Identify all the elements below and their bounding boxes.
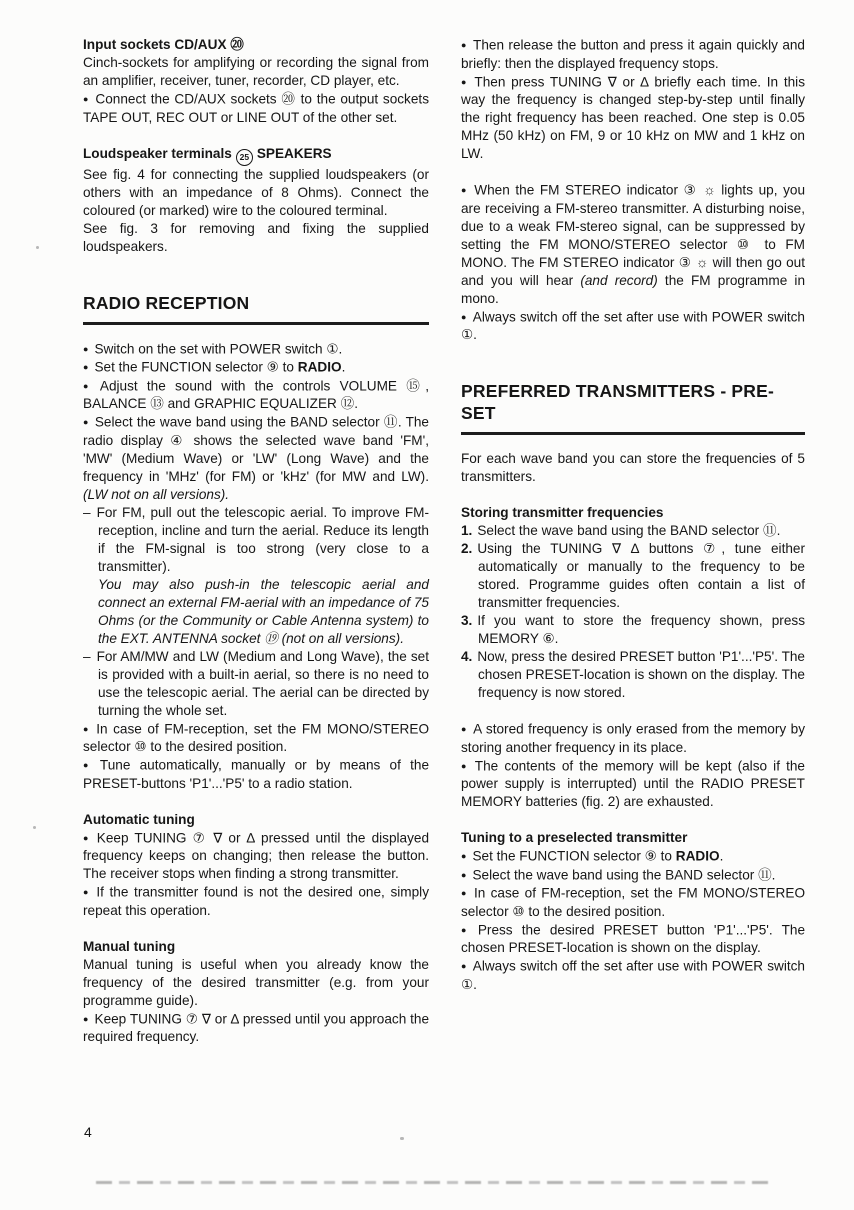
bullet-item	[461, 73, 805, 164]
bullet-marker: ●	[83, 417, 89, 427]
bullet-text: Always switch off the set after use with POWER switch ①.	[461, 309, 805, 342]
bullet-marker: ●	[461, 311, 467, 322]
scan-speck	[400, 1137, 404, 1140]
bullet-marker: ●	[461, 185, 469, 195]
scan-speck	[36, 246, 39, 249]
bullet-item	[461, 884, 805, 921]
bullet-text: Then release the button and press it again quickly and briefly: then the displayed frequency stops.	[461, 37, 805, 71]
subheading-text: Loudspeaker terminals	[83, 145, 232, 161]
section-loudspeaker-terminals	[83, 145, 429, 256]
bullet-text: Adjust the sound with the controls VOLUME ⑮, BALANCE ⑬ and GRAPHIC EQUALIZER ⑫.	[83, 378, 430, 411]
bullet-marker: ●	[461, 924, 472, 935]
numbered-item	[461, 612, 805, 648]
page-number: 4	[84, 1124, 92, 1140]
bullet-item	[461, 757, 805, 812]
section-subheading: Automatic tuning	[83, 811, 195, 827]
bullet-marker: ●	[461, 851, 467, 861]
bullet-text: Keep TUNING ⑦ ∇ or ∆ pressed until you approach the required frequency.	[83, 1011, 430, 1044]
bullet-marker: ●	[83, 362, 89, 372]
bullet-item	[83, 358, 429, 377]
bullet-text: A stored frequency is only erased from the memory by storing another frequency in its place.	[461, 721, 806, 755]
dash-text: For AM/MW and LW (Medium and Long Wave), the set is provided with a built-in aerial, so there is no need to use the telescopic aerial. The aerial can be directed by turning the whole set.	[96, 648, 429, 718]
bullet-item	[83, 1010, 429, 1047]
bullet-text-bold: RADIO	[675, 848, 720, 864]
section-heading-rule	[83, 292, 429, 325]
bullet-marker: ●	[83, 723, 91, 734]
bullet-item	[461, 181, 805, 308]
bullet-text: In case of FM-reception, set the FM MONO/STEREO selector ⑩ to the desired position.	[83, 721, 430, 754]
section-subheading: Manual tuning	[83, 938, 176, 954]
bullet-item	[461, 866, 805, 885]
bullet-text: The contents of the memory will be kept (also if the power supply is interrupted) until the RADIO PRESET MEMORY batteries (fig. 2) are exhausted.	[461, 758, 805, 809]
bullet-item	[461, 720, 805, 757]
bullet-text-italic: (LW not on all versions).	[83, 486, 230, 502]
paragraph: For each wave band you can store the frequencies of 5 transmitters.	[461, 451, 805, 484]
bullet-text-italic: (and record)	[580, 272, 658, 288]
numbered-text: Select the wave band using the BAND selector ⑪.	[477, 523, 781, 538]
section-storing-frequencies	[461, 504, 805, 811]
section-manual-tuning	[83, 938, 429, 1047]
bullet-item	[461, 36, 805, 73]
bullet-item	[83, 720, 429, 757]
two-column-layout	[83, 36, 805, 1046]
bullet-text: When the FM STEREO indicator ③ ☼ lights up, you are receiving a FM-stereo transmitter. A disturbing noise, due to a weak FM-stereo signal, can be suppressed by setting the FM MONO/STEREO selector ⑩ to FM MONO. The FM STEREO indicator ③ ☼ will then go out and you will hear	[461, 182, 806, 288]
item-number: 3.	[461, 613, 473, 628]
bullet-marker: ●	[461, 76, 469, 87]
item-number: 2.	[461, 541, 473, 556]
bullet-marker: ●	[83, 832, 91, 843]
paragraph: See fig. 3 for removing and fixing the supplied loudspeakers.	[83, 220, 429, 254]
section-heading: RADIO RECEPTION	[83, 292, 250, 313]
paragraph: See fig. 4 for connecting the supplied loudspeakers (or others with an impedance of 8 Ohms). Connect the coloured (or marked) wire to the coloured terminal.	[83, 166, 429, 218]
bullet-text: the FM programme in mono.	[461, 272, 806, 306]
paragraph: Manual tuning is useful when you already know the frequency of the desired transmitter (e.g. from your programme guide).	[83, 956, 429, 1008]
circled-number-icon: 25	[236, 149, 253, 166]
bullet-marker: ●	[83, 1013, 89, 1024]
numbered-text: If you want to store the frequency shown, press MEMORY ⑥.	[477, 613, 805, 646]
subheading-text: SPEAKERS	[256, 145, 332, 161]
item-number: 4.	[461, 649, 473, 664]
bullet-marker: ●	[461, 760, 469, 771]
bullet-marker: ●	[83, 380, 94, 391]
bullet-item	[83, 756, 429, 793]
bullet-text: In case of FM-reception, set the FM MONO/STEREO selector ⑩ to the desired position.	[461, 885, 806, 919]
bullet-marker: ●	[461, 961, 467, 971]
bullet-text: Select the wave band using the BAND selector ⑪.	[472, 867, 776, 882]
bullet-item	[83, 340, 429, 359]
scan-artifact-line	[96, 1181, 772, 1184]
italic-note: You may also push-in the telescopic aerial and connect an external FM-aerial with an impedance of 75 Ohms (or the Community or Cable Antenna system) to the EXT. ANTENNA socket ⑲ (not on all versions).	[98, 576, 429, 646]
bullet-text: Tune automatically, manually or by means of the PRESET-buttons 'P1'...'P5' to a radio station.	[83, 757, 430, 791]
numbered-text: Using the TUNING ∇ ∆ buttons ⑦, tune either automatically or manually to the frequency to be stored. Programme guides often contain a list of transmitter frequencies.	[477, 541, 805, 610]
bullet-item	[461, 308, 805, 345]
bullet-text: Connect the CD/AUX sockets ⑳ to the output sockets TAPE OUT, REC OUT or LINE OUT of the other set.	[83, 91, 429, 125]
bullet-item	[83, 377, 429, 414]
section-subheading	[83, 145, 429, 166]
numbered-text: Now, press the desired PRESET button 'P1'...'P5'. The chosen PRESET-location is shown on the display. The frequency is now stored.	[477, 649, 805, 700]
right-column	[461, 36, 805, 994]
bullet-marker: ●	[461, 40, 468, 50]
bullet-text: Then press TUNING ∇ or ∆ briefly each time. In this way the frequency is changed step-by-step until finally the right frequency has been reached. One step is 0.05 MHz (50 kHz) on FM, 9 or 10 kHz on MW and 1 kHz on LW.	[461, 74, 806, 161]
bullet-item	[461, 847, 805, 866]
scan-speck	[33, 826, 36, 829]
bullet-text: If the transmitter found is not the desired one, simply repeat this operation.	[83, 884, 429, 918]
bullet-item	[83, 413, 429, 504]
paragraph: Cinch-sockets for amplifying or recording the signal from an amplifier, receiver, tuner, recorder, CD player, etc.	[83, 55, 429, 88]
numbered-item	[461, 540, 805, 612]
bullet-text: Always switch off the set after use with POWER switch ①.	[461, 958, 805, 992]
bullet-item	[83, 90, 429, 127]
bullet-text: .	[719, 848, 724, 864]
bullet-marker: ●	[83, 760, 94, 770]
item-number: 1.	[461, 523, 473, 538]
bullet-item	[461, 957, 805, 994]
bullet-marker: ●	[461, 724, 468, 734]
bullet-text: Press the desired PRESET button 'P1'...'P5'. The chosen PRESET-location is shown on the display.	[461, 922, 806, 955]
section-preselected-transmitter	[461, 829, 805, 994]
bullet-text: Set the FUNCTION selector ⑨ to	[472, 848, 676, 864]
section-subheading: Storing transmitter frequencies	[461, 505, 664, 520]
section-automatic-tuning	[83, 811, 429, 920]
dash-item	[83, 648, 429, 720]
bullet-marker: ●	[83, 887, 91, 897]
bullet-marker: ●	[461, 869, 467, 880]
dash-marker: –	[83, 504, 91, 520]
section-radio-reception	[83, 292, 429, 793]
section-subheading: Input sockets CD/AUX ⑳	[83, 37, 244, 52]
section-tuning-continued	[461, 36, 805, 344]
bullet-text: Switch on the set with POWER switch ①.	[94, 341, 343, 356]
bullet-item	[461, 921, 805, 958]
left-column	[83, 36, 429, 1046]
bullet-text: Select the wave band using the BAND selector ⑪. The radio display ④ shows the selected wave band 'FM', 'MW' (Medium Wave) or 'LW' (Long Wave) and the frequency in 'MHz' (for FM) or 'kHz' (for MW and LW).	[83, 414, 429, 484]
section-subheading: Tuning to a preselected transmitter	[461, 830, 688, 845]
dash-marker: –	[83, 648, 91, 664]
section-heading: PREFERRED TRANSMITTERS - PRE-SET	[461, 381, 775, 423]
section-preferred-transmitters	[461, 380, 805, 486]
numbered-item	[461, 648, 805, 702]
bullet-text-bold: RADIO	[297, 359, 342, 375]
bullet-text: Set the FUNCTION selector ⑨ to	[94, 359, 298, 375]
numbered-item	[461, 522, 805, 540]
bullet-marker: ●	[83, 343, 89, 354]
bullet-text: Keep TUNING ⑦ ∇ or ∆ pressed until the displayed frequency keeps on changing; then release the button. The receiver stops when finding a strong transmitter.	[83, 830, 430, 881]
section-input-sockets	[83, 36, 429, 127]
bullet-marker: ●	[83, 94, 90, 104]
bullet-item	[83, 829, 429, 884]
bullet-text: .	[341, 359, 346, 375]
dash-text: For FM, pull out the telescopic aerial. To improve FM-reception, incline and turn the aerial. Reduce its length if the FM-signal is too strong (very close to a transmitter).	[96, 504, 429, 574]
section-heading-rule	[461, 380, 805, 435]
bullet-item	[83, 883, 429, 920]
dash-item	[83, 504, 429, 576]
bullet-marker: ●	[461, 888, 468, 898]
